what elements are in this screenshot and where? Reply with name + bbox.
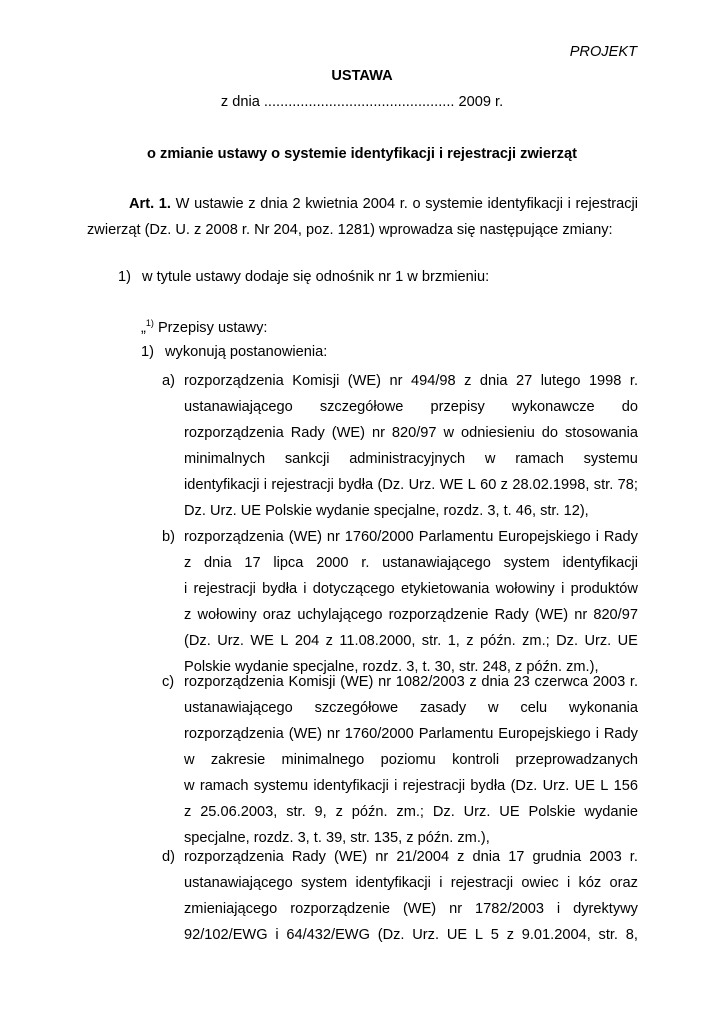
word: bydła [338, 477, 374, 493]
word: z [457, 849, 465, 865]
word: r. [629, 849, 638, 865]
word: 28.02.1998, [512, 477, 590, 493]
word: nr [378, 674, 392, 690]
word: r. [361, 555, 370, 571]
word: nr [326, 529, 340, 545]
word: rozporządzenia [184, 849, 284, 865]
text-line [184, 628, 638, 654]
word: Komisji [292, 373, 340, 389]
word: 1, [447, 633, 460, 649]
word: Urz. [542, 778, 570, 794]
text-line [184, 420, 638, 446]
word: (WE) [534, 607, 569, 623]
text-line [184, 394, 638, 420]
word: Dz. [432, 804, 455, 820]
word: administracyjnych [349, 451, 466, 467]
word: stosowania [564, 425, 638, 441]
footnote-marker: 1) [145, 318, 154, 328]
word: Parlamentu [418, 726, 494, 742]
word: rejestracji [402, 778, 466, 794]
word: (WE) [334, 849, 368, 865]
word: UE [574, 778, 595, 794]
word: odniesieniu [461, 425, 535, 441]
word: 23 [513, 674, 530, 690]
word: Rady [290, 425, 325, 441]
word: systemu [253, 778, 309, 794]
article-text: W ustawie z dnia 2 kwietnia 2004 r. o systemie identyfikacji i rejestracji zwierząt (Dz. U. z 2008 r. Nr 204, poz. 1281) wprowadza się następujące zmiany: [87, 196, 639, 238]
word: z [466, 633, 474, 649]
word: 204 [294, 633, 320, 649]
quoted-footnote-intro [141, 318, 267, 336]
word: do [621, 399, 638, 415]
word: nr [389, 373, 403, 389]
word: sankcji [284, 451, 330, 467]
word: i [263, 477, 268, 493]
word: i [275, 927, 279, 943]
word: Urz. [463, 804, 491, 820]
word: 820/97 [391, 425, 437, 441]
word: rozporządzenia [184, 529, 284, 545]
word: (WE) [331, 425, 366, 441]
letter-body [184, 524, 638, 680]
word: z [335, 804, 343, 820]
word: minimalnych [184, 451, 266, 467]
word: Urz. [584, 633, 612, 649]
word: i [303, 581, 307, 597]
word: uchylającego [297, 607, 383, 623]
word: 8, [625, 927, 638, 943]
word: z [500, 477, 508, 493]
word: rejestracji [271, 477, 334, 493]
word: oraz [262, 607, 292, 623]
word: 494/98 [410, 373, 456, 389]
sub-item-text: wykonują postanowienia: [165, 344, 328, 360]
word: nr [326, 726, 340, 742]
word: specjalne, rozdz. 3, t. 39, str. 135, z późn. zm.), [184, 830, 490, 846]
letter-marker: b) [162, 529, 175, 545]
letter-item-a [162, 368, 638, 524]
word: 17 [508, 849, 525, 865]
word: Parlamentu [418, 529, 494, 545]
word: (WE) [288, 529, 322, 545]
letter-body [184, 844, 638, 948]
word: produktów [570, 581, 638, 597]
letter-body [184, 368, 638, 524]
text-line [184, 747, 638, 773]
word: dnia [479, 373, 508, 389]
word: (WE) [347, 373, 382, 389]
word: dnia [204, 555, 232, 571]
word: 78; [617, 477, 638, 493]
word: Europejskiego [498, 726, 591, 742]
word: (Dz. [184, 633, 211, 649]
word: dyrektywy [573, 901, 638, 917]
word: (Dz. [510, 778, 538, 794]
letter-marker: d) [162, 849, 175, 865]
letter-item-c [162, 669, 638, 851]
word: str. [593, 477, 614, 493]
word: z [325, 633, 333, 649]
word: z [184, 555, 192, 571]
document-date: z dnia ............................................... 2009 r. [220, 94, 504, 110]
word: 60 [480, 477, 497, 493]
opening-quote-mark: „ [141, 320, 146, 336]
word: rozporządzenia [184, 726, 284, 742]
word: Rady [494, 607, 529, 623]
word: identyfikacji [355, 875, 431, 891]
word: 9, [314, 804, 327, 820]
word: i [394, 778, 398, 794]
word: 2000 [316, 555, 349, 571]
word: 1760/2000 [344, 529, 414, 545]
word: z [464, 373, 472, 389]
word: L [474, 927, 483, 943]
sub-item-1 [141, 344, 327, 360]
word: szczegółowe [314, 700, 399, 716]
word: UE [446, 927, 468, 943]
word: wołowiny [197, 607, 257, 623]
word: wykonawcze [511, 399, 595, 415]
word: wykonania [569, 700, 638, 716]
word: 64/432/EWG [286, 927, 370, 943]
document-title: USTAWA [331, 68, 393, 84]
word: rejestracji [450, 875, 514, 891]
word: str. [286, 804, 306, 820]
word: etykietowania [400, 581, 490, 597]
word: z [469, 674, 477, 690]
text-line [184, 498, 638, 524]
draft-status-label: PROJEKT [569, 44, 637, 60]
text-line [184, 844, 638, 870]
word: WE [250, 633, 274, 649]
word: 2003 [592, 674, 626, 690]
word: nr [449, 901, 463, 917]
word: szczegółowe [319, 399, 404, 415]
word: rozporządzenia [184, 425, 284, 441]
word: zm.; [522, 633, 550, 649]
word: system [301, 875, 348, 891]
word: 11.08.2000, [339, 633, 416, 649]
word: oraz [609, 875, 638, 891]
word: późn. [480, 633, 516, 649]
text-line [184, 576, 638, 602]
word: w [184, 752, 195, 768]
text-line [184, 602, 638, 628]
word: kóz [578, 875, 602, 891]
word: dnia [481, 674, 509, 690]
word: 1082/2003 [395, 674, 465, 690]
word: zm.; [396, 804, 424, 820]
word: 156 [613, 778, 638, 794]
letter-marker: a) [162, 373, 175, 389]
word: w [488, 700, 499, 716]
word: ramach [515, 451, 564, 467]
text-line [184, 368, 638, 394]
word: systemu [583, 451, 638, 467]
word: 21/2004 [396, 849, 450, 865]
word: L [467, 477, 476, 493]
text-line [184, 446, 638, 472]
word: nr [574, 607, 588, 623]
word: str. [598, 927, 618, 943]
word: Polskie wydanie specjalne, rozdz. 3, t. 30, str. 248, z późn. zm.), [184, 659, 599, 675]
text-line [184, 896, 638, 922]
word: rozporządzenie [388, 607, 489, 623]
word: 1998 [588, 373, 622, 389]
word: grudnia [532, 849, 582, 865]
word: ramach [199, 778, 249, 794]
word: rejestracji [193, 581, 256, 597]
word: z [184, 804, 192, 820]
word: identyfikacji [313, 778, 389, 794]
word: dotyczącego [312, 581, 395, 597]
word: system [503, 555, 550, 571]
word: identyfikacji [562, 555, 638, 571]
text-line [184, 524, 638, 550]
word: i [595, 529, 599, 545]
word: ustanawiającego [184, 399, 293, 415]
text-line [184, 669, 638, 695]
word: (Dz. [377, 927, 405, 943]
word: i [439, 875, 443, 891]
word: Europejskiego [498, 529, 591, 545]
word: Dz. Urz. UE Polskie wydanie specjalne, rozdz. 3, t. 46, str. 12), [184, 503, 589, 519]
word: Rady [603, 726, 638, 742]
word: r. [629, 373, 638, 389]
word: wydanie [584, 804, 638, 820]
word: czerwca [534, 674, 589, 690]
word: owiec [521, 875, 559, 891]
text-line [184, 870, 638, 896]
word: i [556, 901, 561, 917]
word: L [600, 778, 609, 794]
word: późn. [351, 804, 388, 820]
word: w [484, 451, 496, 467]
word: wołowiny [495, 581, 555, 597]
word: r. [629, 674, 638, 690]
word: nr [375, 849, 389, 865]
text-line [184, 773, 638, 799]
word: rozporządzenia [184, 373, 284, 389]
word: zakresie [210, 752, 266, 768]
word: ustanawiającego [184, 875, 293, 891]
word: (WE) [402, 901, 437, 917]
letter-body [184, 669, 638, 851]
word: bydła [262, 581, 298, 597]
word: 17 [244, 555, 261, 571]
word: (WE) [288, 726, 322, 742]
word: (Dz. [377, 477, 405, 493]
word: i [561, 581, 565, 597]
word: L [280, 633, 289, 649]
letter-item-d [162, 844, 638, 948]
word: Dz. [556, 633, 579, 649]
word: do [541, 425, 559, 441]
word: minimalnego [281, 752, 365, 768]
word: UE [499, 804, 520, 820]
word: ustanawiającego [382, 555, 491, 571]
word: 820/97 [593, 607, 638, 623]
word: WE [439, 477, 464, 493]
word: rozporządzenie [290, 901, 391, 917]
item-number: 1) [118, 269, 131, 285]
word: identyfikacji [184, 477, 260, 493]
word: Polskie [528, 804, 576, 820]
word: w [443, 425, 455, 441]
word: poziomu [380, 752, 436, 768]
text-line [184, 550, 638, 576]
word: lutego [540, 373, 581, 389]
word: bydła [470, 778, 506, 794]
word: Urz. [412, 927, 440, 943]
word: Urz. [217, 633, 244, 649]
word: z [506, 927, 514, 943]
word: ustanawiającego [184, 700, 293, 716]
word: zasady [419, 700, 467, 716]
text-line [184, 472, 638, 498]
word: UE [617, 633, 638, 649]
word: 2003 [589, 849, 622, 865]
letter-item-b [162, 524, 638, 680]
word: 1782/2003 [475, 901, 544, 917]
word: i [595, 726, 599, 742]
item-text: w tytule ustawy dodaje się odnośnik nr 1 w brzmieniu: [142, 269, 490, 285]
quote-text: Przepisy ustawy: [153, 320, 268, 336]
word: nr [371, 425, 385, 441]
word: i [567, 875, 571, 891]
word: Komisji [288, 674, 336, 690]
word: przeprowadzanych [515, 752, 638, 768]
word: z [184, 607, 192, 623]
word: przepisy [430, 399, 485, 415]
word: rozporządzenia [184, 674, 284, 690]
article-1-paragraph [87, 191, 638, 243]
letter-marker: c) [162, 674, 175, 690]
word: 9.01.2004, [521, 927, 591, 943]
text-line [184, 721, 638, 747]
word: i [184, 581, 188, 597]
text-line [184, 922, 638, 948]
word: Rady [603, 529, 638, 545]
word: Urz. [408, 477, 436, 493]
article-label: Art. 1. [129, 196, 171, 212]
word: str. [421, 633, 442, 649]
word: zmieniającego [184, 901, 278, 917]
document-subject: o zmianie ustawy o systemie identyfikacji i rejestracji zwierząt [147, 146, 577, 162]
word: dnia [472, 849, 501, 865]
word: 1760/2000 [344, 726, 414, 742]
word: lipca [273, 555, 304, 571]
text-line [184, 799, 638, 825]
sub-item-number: 1) [141, 344, 154, 360]
word: w [184, 778, 195, 794]
text-line [184, 695, 638, 721]
word: 5 [490, 927, 499, 943]
word: 92/102/EWG [184, 927, 268, 943]
word: kontroli [452, 752, 500, 768]
word: celu [520, 700, 548, 716]
word: Rady [291, 849, 326, 865]
word: 25.06.2003, [200, 804, 278, 820]
word: 27 [515, 373, 533, 389]
word: (WE) [340, 674, 374, 690]
amendment-item-1 [118, 269, 489, 285]
